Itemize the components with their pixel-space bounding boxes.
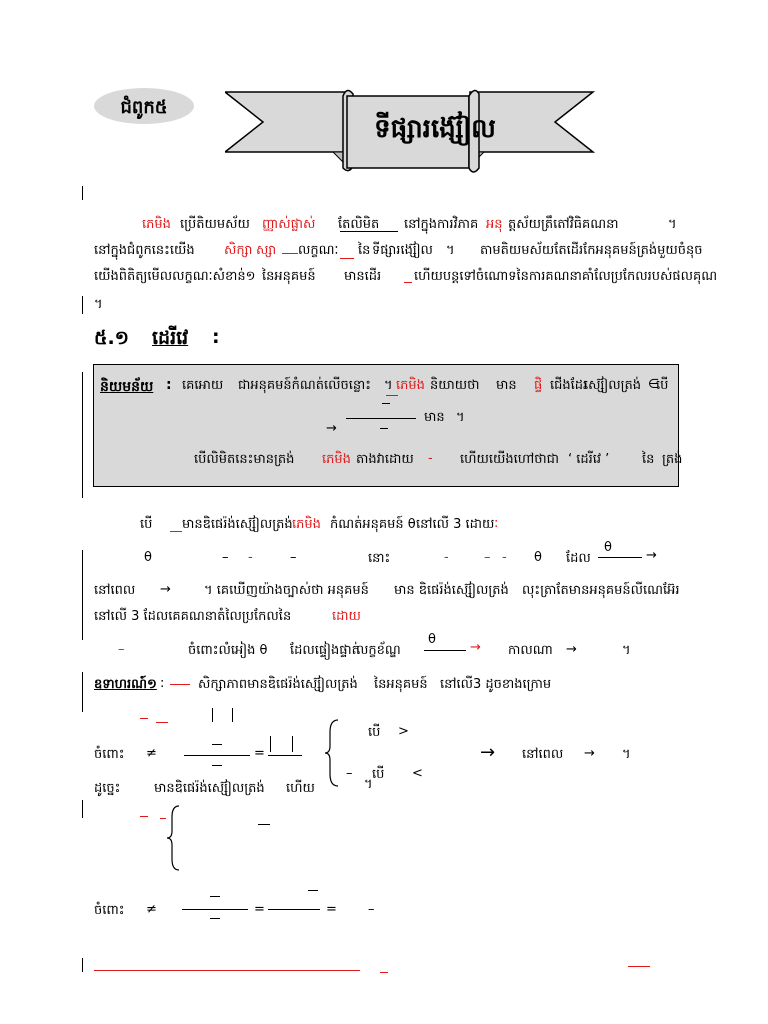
intro-word: ប្រើតិយមស័យ: [180, 217, 250, 232]
para-word: :: [494, 516, 499, 531]
intro-word: យើងពិតិត្យមើលលក្ខណៈសំខាន់១: [94, 269, 256, 284]
example-word: ដូច្នេះ: [94, 781, 121, 796]
def-word: ភេមិង: [322, 452, 351, 467]
intro-word: លក្ខណៈ: [298, 243, 339, 258]
intro-word: តាមតិយមស័យតែដើរកែអនុគមន៍ត្រង់មួយចំនុច: [480, 243, 703, 258]
example-label: ឧទាហរណ៍១: [94, 677, 157, 692]
example-text: នៅលើ3 ដូចខាងក្រោម: [440, 677, 552, 692]
math-symbol: θ: [144, 550, 152, 565]
example-word: មានឌិផេរ៉ង់ស្ស៊ៀលត្រង់: [154, 781, 265, 796]
abs-bar: [232, 708, 233, 722]
red-underline: [340, 258, 354, 259]
math-symbol: >: [398, 724, 409, 739]
math-symbol: -: [248, 550, 253, 565]
para-word: កំណត់អនុគមន៍ θ: [330, 517, 416, 532]
fraction-bar: [268, 755, 302, 756]
margin-bar: [82, 958, 83, 972]
math-symbol: –: [222, 550, 229, 565]
math-symbol: –: [290, 550, 297, 565]
intro-word: ញ្ញាស់ផ្លាស់: [262, 217, 316, 232]
def-word: ជាអនុគមន៍កំណត់លើចន្លោះ: [238, 378, 371, 393]
fraction-bar: [268, 909, 320, 910]
def-word: ភេមិង: [396, 378, 425, 393]
margin-bar: [82, 550, 83, 640]
intro-word: នៅក្នុងការវិភាគ: [404, 217, 479, 232]
def-word: បើលិមិតនេះមានត្រង់: [194, 452, 295, 467]
fraction-mark: [382, 403, 390, 404]
def-word: ។: [456, 410, 465, 425]
para-word: នៅលើ 3 ដែលគេគណនាតំលៃប្រកែលនៃ: [94, 609, 292, 624]
fraction-mark: [210, 918, 220, 919]
intro-word: នៃអនុគមន៍: [262, 269, 316, 284]
fraction-mark: [308, 890, 318, 891]
math-symbol: ≠: [146, 746, 157, 761]
fraction-bar: [182, 909, 248, 910]
math-symbol: ≠: [146, 902, 157, 917]
red-mark: [380, 972, 388, 973]
para-word: នៅលើ 3 ដោយ: [416, 517, 495, 532]
red-mark: [140, 816, 148, 817]
para-word: ដែល: [566, 551, 591, 566]
abs-bar: [292, 736, 293, 752]
math-symbol: =: [326, 902, 337, 917]
para-word: ចំពោះលំអៀង θ: [188, 643, 268, 658]
def-word: តាងវាដោយ: [356, 452, 414, 467]
def-word: មាន: [496, 378, 517, 393]
example-word: ចំពោះ: [94, 903, 125, 918]
math-symbol: θ: [428, 632, 436, 647]
piecewise-brace: [324, 718, 342, 788]
example-text: នៃអនុគមន៍: [374, 677, 428, 692]
red-rule: [94, 970, 360, 971]
red-underline: [170, 531, 182, 532]
piecewise-brace: [166, 804, 182, 872]
math-symbol: -: [502, 550, 507, 565]
para-word: បើ: [140, 517, 153, 532]
case-word: បើ: [372, 767, 385, 782]
def-word: ផ្ទិ: [534, 378, 543, 393]
math-symbol: θ: [604, 540, 612, 555]
red-mark: [140, 718, 148, 719]
math-arrow: →: [470, 640, 481, 655]
math-arrow: →: [646, 548, 657, 563]
blank-line: [340, 231, 398, 232]
intro-word: អនុ: [486, 217, 503, 232]
section-colon: :: [212, 326, 220, 348]
def-word: -: [428, 451, 433, 466]
para-word: មាន ឌិផេរ៉ង់ស្ស៊ៀលត្រង់: [394, 583, 509, 598]
para-word: នោះ: [368, 551, 391, 566]
red-mark: [170, 684, 190, 685]
margin-bar: [82, 800, 83, 818]
red-underline: [404, 282, 412, 283]
section-title: ដេរីវេ: [152, 327, 189, 349]
def-word: និយាយថា: [430, 378, 480, 393]
chapter-label: ជំពូក៥: [120, 97, 168, 118]
case-word: បើ: [368, 725, 381, 740]
intro-period: ។: [94, 297, 103, 312]
section-number: ៥.១: [94, 327, 130, 349]
example-word: ចំពោះ: [94, 747, 125, 762]
math-arrow: →: [584, 746, 595, 761]
definition-colon: :: [166, 377, 172, 393]
math-symbol: –: [118, 642, 125, 657]
fraction-mark: [212, 744, 222, 745]
intro-word: ត្តស័យត្រឹតៅវិធិគណនា: [508, 217, 619, 232]
chapter-badge: [94, 88, 194, 124]
red-mark: [156, 722, 168, 723]
math-symbol: –: [368, 902, 375, 917]
math-symbol: =: [254, 902, 265, 917]
para-word: នៅពេល: [94, 583, 136, 598]
margin-bar: [82, 296, 83, 314]
para-word: ដោយ: [332, 609, 361, 624]
intro-word: សិក្សា: [224, 243, 253, 258]
example-period: ។: [622, 747, 631, 762]
intro-word: នៃ: [358, 243, 371, 258]
intro-period: ។: [446, 243, 455, 258]
red-underline: [386, 395, 398, 396]
margin-bar: [82, 186, 83, 200]
fraction-bar: [184, 755, 250, 756]
chapter-title: ទីផ្សារង្ស៊ៀល: [374, 114, 496, 144]
intro-word: ភេមិង: [142, 217, 171, 232]
intro-period: ។: [668, 217, 677, 232]
intro-word: ហើយបន្តទៅចំណោទនៃការគណនាគាំលែប្រកែលរបស់ផលគុណ: [414, 269, 718, 284]
def-word: បើ: [656, 378, 669, 393]
math-symbol: –: [484, 550, 491, 565]
fraction-mark: [258, 824, 270, 825]
math-symbol: <: [412, 766, 423, 781]
red-underline: [282, 253, 298, 254]
para-word: លុះត្រាតែមានអនុគមន៍លីណេអ៊ែរ: [522, 583, 680, 598]
def-word: ត្រង់: [662, 452, 683, 467]
intro-word: មានដើរ: [344, 269, 382, 284]
para-word: ភេមិង: [292, 517, 321, 532]
fraction-mark: [210, 896, 220, 897]
def-word: ។: [384, 378, 393, 393]
example-text: សិក្សាភាពមានឌិផេរ៉ង់ស្ស៊ៀលត្រង់: [198, 677, 358, 692]
fraction-mark: [380, 428, 388, 429]
def-word: គេអោយ: [182, 378, 224, 393]
definition-label: និយមន័យ: [100, 379, 154, 395]
case-period: ។: [364, 777, 373, 792]
margin-bar: [82, 672, 83, 712]
intro-word: តែលិមិត: [338, 217, 380, 232]
abs-bar: [270, 736, 271, 752]
fraction-bar: [346, 418, 416, 419]
def-word: មាន: [424, 410, 445, 425]
para-period: ។: [622, 643, 631, 658]
margin-bar: [82, 372, 83, 498]
example-word: ហើយ: [286, 781, 315, 796]
red-mark: [628, 966, 650, 967]
math-symbol: =: [254, 746, 265, 761]
para-word: ដែលផ្ទៀងផ្ទាត់: [290, 643, 360, 658]
math-symbol: –: [346, 766, 353, 781]
para-word: ។ គេឃើញយ៉ាងច្បាស់ថា អនុគមន៍: [204, 583, 369, 598]
def-word: ‘ ដេរីវេ ’: [568, 452, 610, 467]
intro-word: ស្សា: [256, 243, 277, 258]
def-word: ស្ស៊ៀលត្រង់: [584, 378, 642, 393]
para-word: កាលណា: [508, 643, 553, 658]
def-word: ជើងដែរ: [550, 378, 588, 393]
math-arrow: →: [480, 742, 496, 763]
def-word: ហើយយើងហៅថាជា: [460, 452, 560, 467]
limit-arrow: →: [326, 421, 337, 436]
example-word: នៅពេល: [522, 747, 564, 762]
def-word: នៃ: [642, 452, 655, 467]
math-symbol: -: [444, 550, 449, 565]
intro-word: ទីផ្សារង្ស៊ៀល: [372, 243, 433, 258]
math-arrow: →: [160, 582, 171, 597]
fraction-bar: [424, 650, 466, 651]
def-word: ∈: [648, 377, 660, 392]
para-word: មានឌិផេរ៉ង់ស្ស៊ៀលត្រង់: [182, 517, 293, 532]
definition-box: [93, 364, 683, 487]
math-symbol: θ: [534, 550, 542, 565]
intro-word: នៅក្នុងជំពូកនេះយើង: [94, 243, 195, 258]
fraction-mark: [212, 765, 222, 766]
math-arrow: →: [566, 642, 577, 657]
abs-bar: [212, 708, 213, 722]
para-word: លក្ខខ័ណ្ឌ: [356, 643, 401, 658]
fraction-bar: [598, 557, 642, 558]
example-colon: :: [160, 676, 165, 691]
